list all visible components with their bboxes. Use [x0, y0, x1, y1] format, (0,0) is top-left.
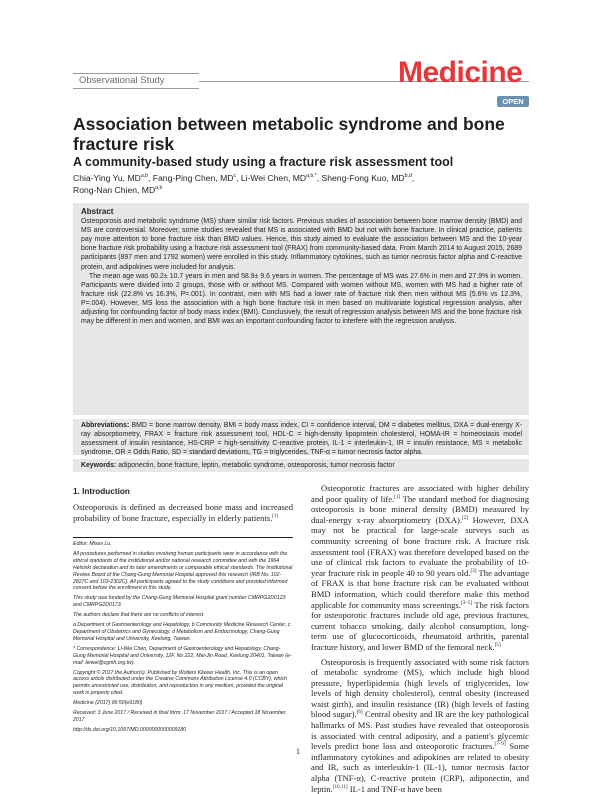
- author-5: Rong-Nan Chien, MD: [73, 185, 155, 195]
- author-3: , Li-Wei Chen, MD: [236, 173, 306, 183]
- footnote-ethics: All procedures performed in studies involving human participants were in accordance with the ethical standards of the institutional and/or national research committee and with the 1964 Helsinki declaration and its later amendments or comparable ethical standards. The Institutional Review Board of the Chang-Gung Memorial Hospital approved this research (IRB No. 102-2827C and 103-2302C). All participants agreed to the study conditions and provided informed consent before the enrollment in this study.: [73, 551, 293, 592]
- body-text: However, DXA may not be practical for large-scale surveys such as community screening of bone fracture risk. A fracture risk assessment tool (FRAX) was therefore developed based on the use of clinical risk factors to evaluate the probability of 10-year fracture risk in people 40 to 90 years old.: [311, 515, 529, 578]
- keywords-text: adiponectin, bone fracture, leptin, metabolic syndrome, osteoporosis, tumor necrosis factor: [118, 462, 395, 469]
- open-access-badge: [497, 96, 529, 107]
- footnote-funding: This study was funded by the Chang-Gung Memorial Hospital grant number CMRPG2D0123 and CMRPG2D0173.: [73, 595, 293, 609]
- left-column: [73, 487, 293, 523]
- intro-paragraph: [73, 502, 293, 523]
- body-text: IL-1 and TNF-α have been: [348, 784, 442, 794]
- article-type-label: Observational Study: [79, 75, 165, 86]
- body-paragraph-1: [311, 483, 529, 653]
- body-text: The standard method for diagnosing osteoporosis is bone mineral density (BMD) measured by dual-energy x-ray absorptiometry (DXA).: [311, 494, 529, 525]
- body-text: Some inflammatory cytokines and adipokines are related to obesity and IR, such as interleukin-1 (IL-1), tumor necrosis factor alpha (TNF-α), C-reactive protein (CRP), adiponectin, and leptin.: [311, 741, 529, 793]
- footnote-conflict: The authors declare that there are no conflicts of interest.: [73, 612, 293, 619]
- page-number: 1: [296, 747, 300, 756]
- abstract-paragraph-2: The mean age was 60.2± 10.7 years in men and 58.9± 9.6 years in women. The percentage of MS was 27.6% in men and 27.9% in women. Participants were divided into 2 groups, those with or without MS. Compared with women without MS, women with MS had a higher rate of fracture risk (22.8% vs 16.3%, P=.001). In contrast, men with MS had a lower rate of fracture risk then men without MS (5.6% vs 12.3%, P=.004). However, MS loss the association with a high bone fracture risk in men based on multivariate logistical regression analysis, after adjusting for confounding factor of body mass index (BMI). Conclusively, the result of regression analysis between MS and the bone fracture risk may be different in men and women, and BMI was an important confounding factor to interfere with the regression analysis.: [81, 272, 522, 327]
- citation[interactable]: [10,11]: [333, 784, 348, 790]
- journal-name: Medicine: [398, 56, 522, 89]
- citation[interactable]: [1]: [394, 494, 400, 500]
- citation[interactable]: [6]: [357, 710, 363, 716]
- footnote-copyright: Copyright © 2017 the Author(s). Published by Wolters Kluwer Health, Inc. This is an open access article distributed under the Creative Commons Attribution License 4.0 (CCBY), which permits unrestricted use, distribution, and reproduction in any medium, provided the original work is properly cited.: [73, 670, 293, 698]
- citation[interactable]: [2]: [462, 515, 468, 521]
- footnote-editor: Editor: Mises Lu.: [73, 541, 293, 548]
- author-2-affil: c: [234, 173, 237, 179]
- body-paragraph-2: [311, 657, 529, 794]
- author-1: Chia-Ying Yu, MD: [73, 173, 141, 183]
- body-text: Osteoporosis is frequently associated with some risk factors of metabolic syndrome (MS), which include high blood pressure, hyperlipidemia (high levels of triglycerides, low levels of high density cholesterol), central obesity (increased waist girth), and insulin resistance (IR) (high levels of fasting blood sugar).: [311, 657, 529, 720]
- footnotes: [73, 537, 293, 737]
- doi-link[interactable]: http://dx.doi.org/10.1097/MD.0000000000009180: [73, 727, 293, 734]
- journal-logo: [398, 56, 522, 90]
- body-text: The advantage of FRAX is that bone fracture risk can be evaluated without BMD information, which could therefore make this method applicable for community mass screenings.: [311, 568, 529, 610]
- footnote-separator: [73, 537, 293, 538]
- footnote-dates: Received: 3 June 2017 / Received in final form: 17 November 2017 / Accepted 18 November 2017: [73, 710, 293, 724]
- author-3-affil: a,b,*: [306, 173, 317, 179]
- body-text: The risk factors for osteoporotic fractures include old age, previous fractures, current tobacco smoking, daily alcohol consumption, long-term use of glucocorticoids, rheumatoid arthritis, parental fracture history, and lower BMD of the femoral neck.: [311, 600, 529, 652]
- footnote-affiliations: a Department of Gastroenterology and Hepatology, b Community Medicine Research Center, c Department of Obstetrics and Gynecology, d Metabolism and Endocrinology, Chang-Gung Memorial Hospital and University, Keelung, Taiwan.: [73, 622, 293, 643]
- abstract-heading: Abstract: [81, 207, 522, 216]
- abbreviations-box: [73, 419, 529, 455]
- citation[interactable]: [7–9]: [495, 741, 506, 747]
- abstract-box: [73, 203, 529, 415]
- citation[interactable]: [3]: [470, 568, 476, 574]
- open-badge-label: OPEN: [502, 97, 523, 106]
- author-4: , Sheng-Fong Kuo, MD: [317, 173, 405, 183]
- author-2: , Fang-Ping Chen, MD: [148, 173, 234, 183]
- author-4-affil: b,d: [405, 173, 412, 179]
- citation[interactable]: [5]: [495, 642, 501, 648]
- body-text: Osteoporotic fractures are associated with higher debility and poor quality of life.: [311, 483, 529, 504]
- footnote-citation: Medicine (2017) 96:50(e9180): [73, 700, 293, 707]
- article-subtitle: A community-based study using a fracture risk assessment tool: [73, 155, 533, 169]
- author-1-affil: a,b: [141, 173, 148, 179]
- author-list: Chia-Ying Yu, MD$^{a,b}$, Fang-Ping Chen, $MD^c$, Li-Wei Chen, $MD^{a,b,*}$, Sheng-Fong Kuo, MD$^{b,d}$, Rong-Nan Chien, MD$^{a,b}$: [73, 172, 513, 196]
- citation[interactable]: [3–5]: [461, 600, 472, 606]
- right-column: [311, 483, 529, 794]
- keywords-box: [73, 459, 529, 472]
- author-5-affil: a,b: [155, 185, 162, 191]
- article-title: Association between metabolic syndrome and bone fracture risk: [73, 114, 513, 154]
- article-type-tag: [73, 73, 199, 89]
- keywords-label: Keywords:: [81, 462, 116, 469]
- footnote-correspondence: * Correspondence: Li-Wei Chen, Department of Gastroenterology and Hepatology, Chang-Gung Memorial Hospital and University, 12F, No 222, Mai-Jin Road, Keelung 20401, Taiwan (e-mail: leiwei@cgmh.org.tw).: [73, 646, 293, 667]
- abbreviations-label: Abbreviations:: [81, 422, 129, 429]
- abbreviations-text: BMD = bone marrow density, BMI = body mass index, CI = confidence interval, DM = diabetes mellitus, DXA = dual-energy X-ray absorptiometry, FRAX = fracture risk assessment tool, HDL-C = high-density lipoprotein cholesterol, HOMA-IR = homeostasis model assessment of insulin resistance, HS-CRP = high-sensitivity C-reactive protein, IL-1 = interleukin-1, IR = insulin resistance, MS = metabolic syndrome, OR = Odds Ratio, SD = standard deviations, TG = triglycerides, TNF-α = tumor necrosis factor alpha.: [81, 422, 522, 456]
- intro-text: Osteoporosis is defined as decreased bone mass and increased probability of bone fracture, especially in elderly patients.: [73, 502, 293, 523]
- section-heading-introduction: 1. Introduction: [73, 487, 293, 496]
- abstract-paragraph-1: Osteoporosis and metabolic syndrome (MS) share similar risk factors. Previous studies of association between bone marrow density (BMD) and MS are controversial. Moreover, some studies revealed that MS is associated with BMD but not with bone fracture. In clinical practice, patients pay more attention to bone fracture risk than BMD values. Hence, this study aimed to evaluate the association between MS and the 10-year bone fracture risk probability using a fracture risk assessment tool (FRAX) from community-based data. From March 2014 to August 2015, 2689 participants (897 men and 1792 women) were enrolled in this study. Inflammatory cytokines, such as tumor necrosis factor alpha and C-reactive protein, and adipokines were included for analysis.: [81, 217, 522, 272]
- body-text: Central obesity and IR are the key pathological hallmarks of MS. Past studies have revealed that osteoporosis is associated with central adiposity, and a patient's glycemic levels predict bone loss and osteoporotic fractures.: [311, 709, 529, 751]
- citation[interactable]: [1]: [272, 513, 278, 519]
